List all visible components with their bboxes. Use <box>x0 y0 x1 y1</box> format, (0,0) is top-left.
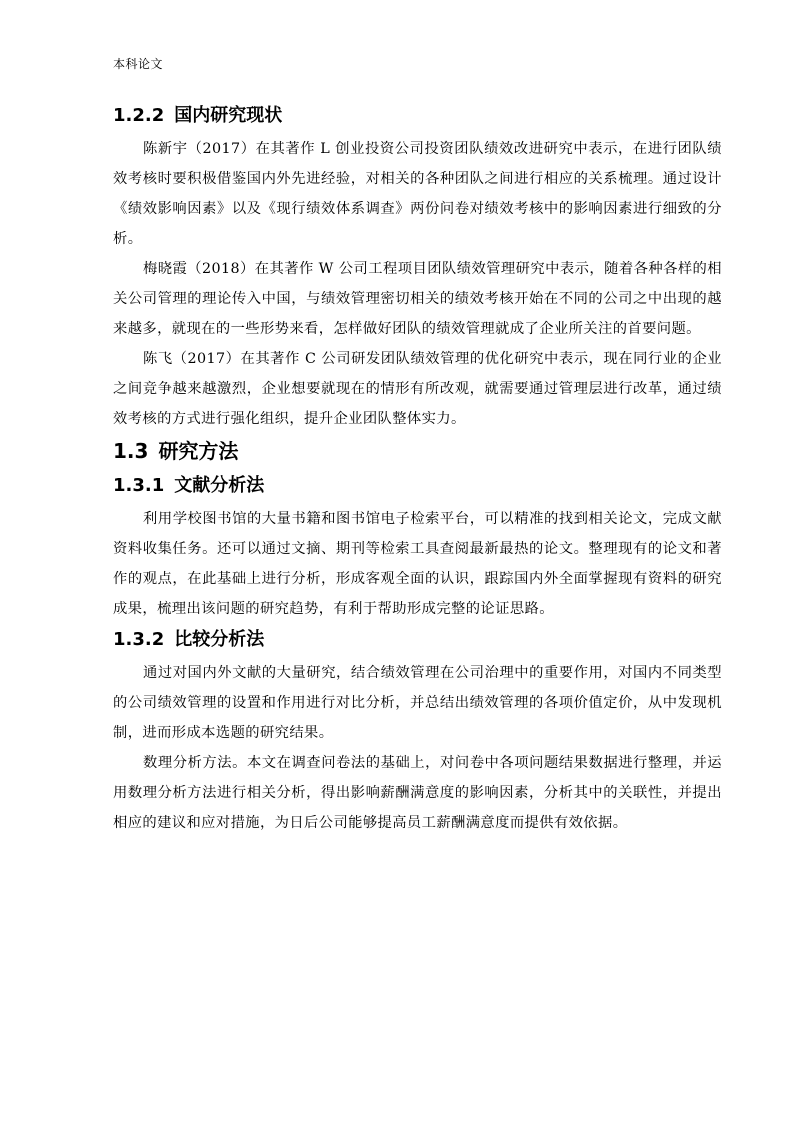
heading-title: 国内研究现状 <box>174 105 283 126</box>
page-content <box>113 100 722 838</box>
heading-title: 研究方法 <box>158 439 239 463</box>
heading-1-2-2 <box>113 100 722 134</box>
paragraph: 陈飞（2017）在其著作 C 公司研发团队绩效管理的优化研究中表示，现在同行业的企业之间竞争越来越激烈，企业想要就现在的情形有所改观，就需要通过管理层进行改革，通过绩效考核的方式进行强化组织，提升企业团队整体实力。 <box>113 351 722 427</box>
header-divider <box>113 82 680 83</box>
heading-1-3-1 <box>113 470 722 504</box>
heading-number: 1.2.2 <box>113 105 165 126</box>
heading-number: 1.3.1 <box>113 475 165 496</box>
running-header: 本科论文 <box>113 57 164 71</box>
paragraph: 通过对国内外文献的大量研究，结合绩效管理在公司治理中的重要作用，对国内不同类型的公司绩效管理的设置和作用进行对比分析，并总结出绩效管理的各项价值定价，从中发现机制，进而形成本选题的研究结果。 <box>113 665 722 741</box>
heading-title: 文献分析法 <box>174 475 265 496</box>
paragraph: 利用学校图书馆的大量书籍和图书馆电子检索平台，可以精准的找到相关论文，完成文献资料收集任务。还可以通过文摘、期刊等检索工具查阅最新最热的论文。整理现有的论文和著作的观点，在此基础上进行分析，形成客观全面的认识，跟踪国内外全面掌握现有资料的研究成果，梳理出该问题的研究趋势，有利于帮助形成完整的论证思路。 <box>113 511 722 617</box>
heading-number: 1.3.2 <box>113 629 165 650</box>
heading-1-3-2 <box>113 624 722 658</box>
heading-title: 比较分析法 <box>174 629 265 650</box>
heading-1-3 <box>113 434 722 470</box>
paragraph: 梅晓霞（2018）在其著作 W 公司工程项目团队绩效管理研究中表示，随着各种各样的相关公司管理的理论传入中国，与绩效管理密切相关的绩效考核开始在不同的公司之中出现的越来越多，就现在的一些形势来看，怎样做好团队的绩效管理就成了企业所关注的首要问题。 <box>113 261 722 337</box>
paragraph: 陈新宇（2017）在其著作 L 创业投资公司投资团队绩效改进研究中表示，在进行团队绩效考核时要积极借鉴国内外先进经验，对相关的各种团队之间进行相应的关系梳理。通过设计《绩效影响因素》以及《现行绩效体系调查》两份问卷对绩效考核中的影响因素进行细致的分析。 <box>113 141 722 247</box>
paragraph: 数理分析方法。本文在调查问卷法的基础上，对问卷中各项问题结果数据进行整理，并运用数理分析方法进行相关分析，得出影响薪酬满意度的影响因素，分析其中的关联性，并提出相应的建议和应对措施，为日后公司能够提高员工薪酬满意度而提供有效依据。 <box>113 755 722 831</box>
heading-number: 1.3 <box>113 439 149 463</box>
